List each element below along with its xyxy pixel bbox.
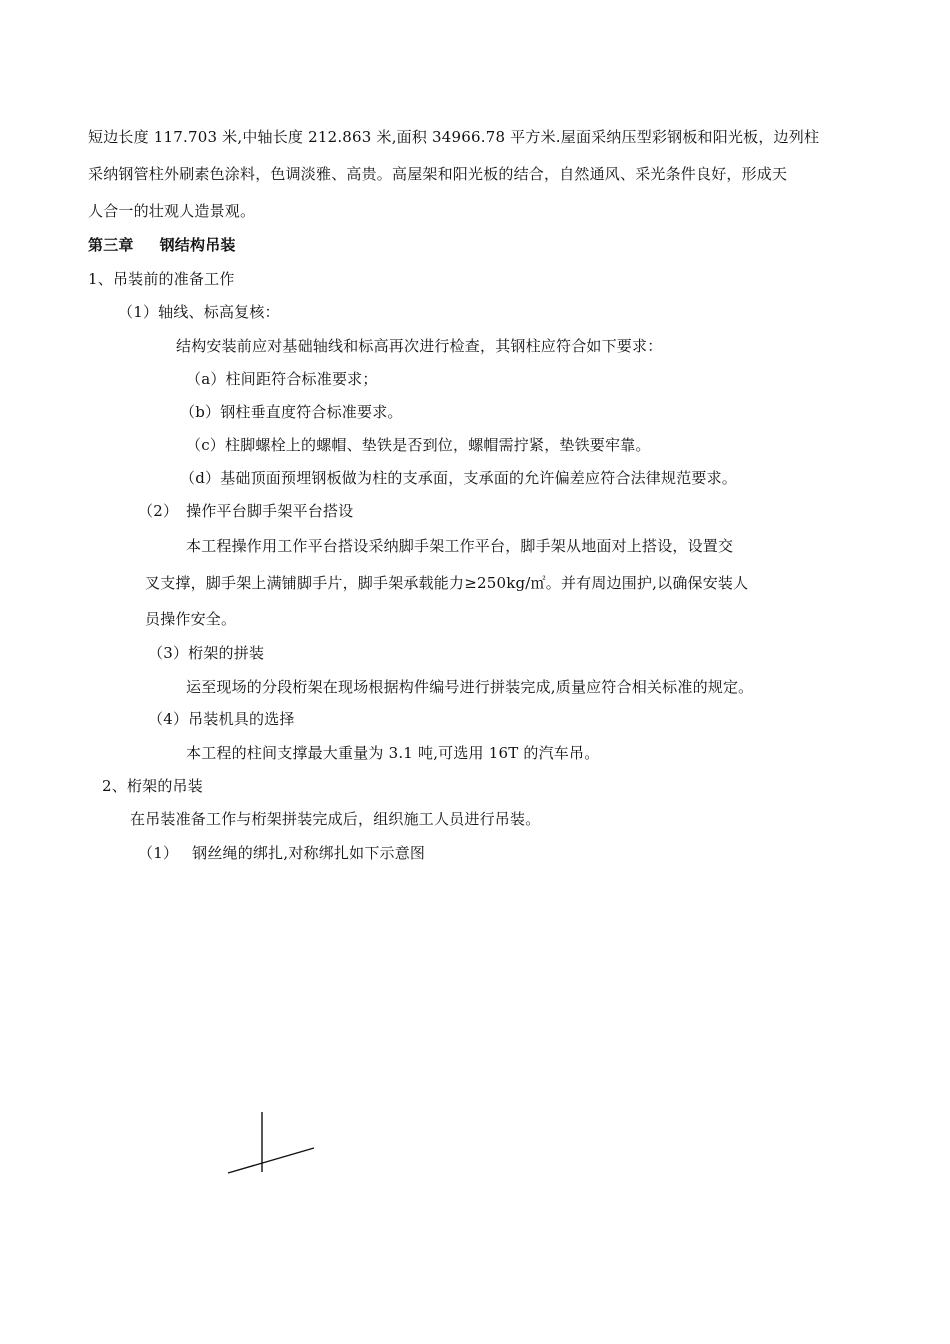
section-2-heading: 2、桁架的吊装 [102, 777, 203, 795]
item-4-body: 本工程的柱间支撑最大重量为 3.1 吨,可选用 16T 的汽车吊。 [186, 744, 600, 762]
section-2-item-1-title: 钢丝绳的绑扎,对称绑扎如下示意图 [192, 844, 426, 862]
item-2-title: 操作平台脚手架平台搭设 [186, 502, 354, 520]
item-1-heading: （1）轴线、标高复核： [118, 303, 280, 321]
item-4-heading: （4）吊装机具的选择 [148, 710, 295, 728]
item-3-heading: （3）桁架的拼装 [148, 644, 265, 662]
item-2-line-2: 叉支撑，脚手架上满铺脚手片，脚手架承载能力≥250kg/㎡。并有周边围护,以确保安装人 [145, 574, 749, 592]
item-1-c: （c）柱脚螺栓上的螺帽、垫铁是否到位，螺帽需拧紧，垫铁要牢靠。 [186, 436, 651, 454]
item-2-line-3: 员操作安全。 [145, 610, 237, 628]
section-2-item-1-number: （1） [138, 844, 179, 862]
intro-line-1: 短边长度 117.703 米,中轴长度 212.863 米,面积 34966.78 平方米.屋面采纳压型彩钢板和阳光板，边列柱 [88, 128, 820, 146]
intro-line-2: 采纳钢管柱外刷素色涂料，色调淡雅、高贵。高屋架和阳光板的结合，自然通风、采光条件良好，形成天 [88, 165, 788, 183]
intro-line-3: 人合一的壮观人造景观。 [88, 202, 256, 220]
chapter-number: 第三章 [88, 236, 134, 254]
chapter-title: 钢结构吊装 [159, 236, 236, 254]
item-1-d: （d）基础顶面预埋钢板做为柱的支承面，支承面的允许偏差应符合法律规范要求。 [180, 469, 738, 487]
item-3-body: 运至现场的分段桁架在现场根据构件编号进行拼装完成,质量应符合相关标准的规定。 [186, 678, 754, 696]
item-1-a: （a）柱间距符合标准要求； [186, 370, 378, 388]
item-1-b: （b）钢柱垂直度符合标准要求。 [180, 403, 403, 421]
diagram-diagonal-line [228, 1148, 314, 1173]
item-1-intro: 结构安装前应对基础轴线和标高再次进行检查，其钢柱应符合如下要求： [176, 337, 663, 355]
section-2-intro: 在吊装准备工作与桁架拼装完成后，组织施工人员进行吊装。 [130, 810, 541, 828]
section-1-heading: 1、吊装前的准备工作 [88, 270, 235, 288]
item-2-number: （2） [138, 502, 179, 520]
item-2-line-1: 本工程操作用工作平台搭设采纳脚手架工作平台，脚手架从地面对上搭设，设置交 [186, 537, 734, 555]
